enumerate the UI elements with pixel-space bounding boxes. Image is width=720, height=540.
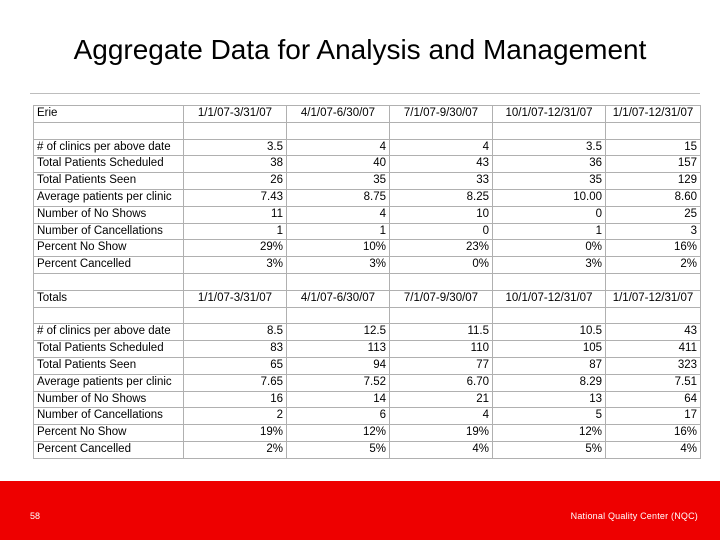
blank-row [34,273,701,290]
table-cell: 113 [287,341,390,358]
table-cell: 65 [184,357,287,374]
row-label: Total Patients Seen [34,357,184,374]
table-cell: 8.25 [390,189,493,206]
footer-bar [0,481,720,540]
table-cell: 4 [287,206,390,223]
table-row [34,374,701,391]
table-row [34,425,701,442]
table-row [34,408,701,425]
erie-section-label: Erie [34,106,184,123]
table-row [34,240,701,257]
table-cell: 33 [390,173,493,190]
table-cell: 1 [184,223,287,240]
table-cell: 4 [390,408,493,425]
table-row [34,189,701,206]
table-row [34,257,701,274]
table-cell: 129 [606,173,701,190]
column-header: 4/1/07-6/30/07 [287,106,390,123]
row-label: Number of No Shows [34,391,184,408]
table-cell: 110 [390,341,493,358]
blank-cell [493,307,606,324]
table-cell: 16 [184,391,287,408]
erie-header-row [34,106,701,123]
row-label: Percent No Show [34,425,184,442]
table-cell: 2 [184,408,287,425]
table-cell: 5% [493,441,606,458]
row-label: Average patients per clinic [34,374,184,391]
table-cell: 19% [390,425,493,442]
organization-name: National Quality Center (NQC) [570,511,698,521]
table-cell: 3 [606,223,701,240]
slide-title: Aggregate Data for Analysis and Management [73,34,647,65]
row-label: Total Patients Scheduled [34,341,184,358]
table-cell: 4% [606,441,701,458]
blank-cell [287,122,390,139]
column-header: 10/1/07-12/31/07 [493,290,606,307]
row-label: Total Patients Scheduled [34,156,184,173]
table-cell: 5% [287,441,390,458]
table-cell: 11.5 [390,324,493,341]
table-cell: 4 [287,139,390,156]
totals-section-label: Totals [34,290,184,307]
row-label: # of clinics per above date [34,139,184,156]
table-cell: 16% [606,240,701,257]
column-header: 4/1/07-6/30/07 [287,290,390,307]
blank-cell [184,307,287,324]
table-row [34,441,701,458]
table-cell: 26 [184,173,287,190]
row-label: Percent Cancelled [34,441,184,458]
table-row [34,357,701,374]
table-row [34,156,701,173]
table-cell: 3% [493,257,606,274]
table-row [34,173,701,190]
table-cell: 35 [287,173,390,190]
blank-cell [184,122,287,139]
table-cell: 3% [287,257,390,274]
column-header: 1/1/07-12/31/07 [606,106,701,123]
table-row [34,341,701,358]
blank-cell [390,273,493,290]
blank-cell [287,307,390,324]
row-label: Number of Cancellations [34,408,184,425]
blank-row [34,122,701,139]
table-cell: 87 [493,357,606,374]
row-label: Total Patients Seen [34,173,184,190]
table-cell: 36 [493,156,606,173]
blank-cell [34,122,184,139]
column-header: 1/1/07-12/31/07 [606,290,701,307]
blank-cell [184,273,287,290]
table-cell: 29% [184,240,287,257]
blank-cell [606,273,701,290]
table-cell: 6 [287,408,390,425]
table-cell: 3.5 [184,139,287,156]
table-row [34,324,701,341]
table-cell: 43 [606,324,701,341]
table-cell: 2% [606,257,701,274]
blank-cell [493,273,606,290]
table-cell: 11 [184,206,287,223]
table-cell: 411 [606,341,701,358]
table-cell: 13 [493,391,606,408]
table-cell: 25 [606,206,701,223]
table-cell: 35 [493,173,606,190]
column-header: 1/1/07-3/31/07 [184,106,287,123]
blank-cell [493,122,606,139]
table-cell: 12% [287,425,390,442]
table-cell: 16% [606,425,701,442]
blank-cell [606,307,701,324]
row-label: Number of No Shows [34,206,184,223]
table-cell: 17 [606,408,701,425]
table-cell: 6.70 [390,374,493,391]
table-cell: 0 [390,223,493,240]
table-row [34,391,701,408]
blank-cell [390,307,493,324]
table-cell: 7.65 [184,374,287,391]
table-cell: 10 [390,206,493,223]
blank-cell [287,273,390,290]
table-cell: 323 [606,357,701,374]
blank-cell [34,273,184,290]
table-cell: 5 [493,408,606,425]
column-header: 10/1/07-12/31/07 [493,106,606,123]
table-cell: 12.5 [287,324,390,341]
table-row [34,206,701,223]
table-cell: 64 [606,391,701,408]
table-cell: 10% [287,240,390,257]
table-cell: 40 [287,156,390,173]
table-cell: 15 [606,139,701,156]
table-row [34,223,701,240]
table-cell: 3% [184,257,287,274]
row-label: Percent Cancelled [34,257,184,274]
table-cell: 83 [184,341,287,358]
blank-cell [606,122,701,139]
table-cell: 19% [184,425,287,442]
table-cell: 4 [390,139,493,156]
table-cell: 8.75 [287,189,390,206]
table-cell: 7.51 [606,374,701,391]
table-cell: 2% [184,441,287,458]
blank-cell [34,307,184,324]
table-cell: 0 [493,206,606,223]
table-row [34,139,701,156]
table-cell: 3.5 [493,139,606,156]
table-cell: 105 [493,341,606,358]
totals-header-row [34,290,701,307]
table-cell: 7.52 [287,374,390,391]
row-label: Percent No Show [34,240,184,257]
table-cell: 0% [493,240,606,257]
table-cell: 4% [390,441,493,458]
table-cell: 7.43 [184,189,287,206]
row-label: # of clinics per above date [34,324,184,341]
table-cell: 8.60 [606,189,701,206]
table-cell: 1 [287,223,390,240]
page-number: 58 [30,511,41,521]
blank-cell [390,122,493,139]
table-cell: 157 [606,156,701,173]
column-header: 7/1/07-9/30/07 [390,290,493,307]
table-cell: 1 [493,223,606,240]
table-cell: 8.29 [493,374,606,391]
table-cell: 10.5 [493,324,606,341]
table-cell: 77 [390,357,493,374]
table-cell: 21 [390,391,493,408]
table-cell: 8.5 [184,324,287,341]
table-cell: 43 [390,156,493,173]
table-cell: 0% [390,257,493,274]
column-header: 7/1/07-9/30/07 [390,106,493,123]
table-cell: 10.00 [493,189,606,206]
column-header: 1/1/07-3/31/07 [184,290,287,307]
table-cell: 94 [287,357,390,374]
title-divider [30,93,700,94]
table-cell: 14 [287,391,390,408]
table-cell: 12% [493,425,606,442]
aggregate-data-table [33,105,701,459]
table-cell: 38 [184,156,287,173]
row-label: Average patients per clinic [34,189,184,206]
blank-row [34,307,701,324]
table-cell: 23% [390,240,493,257]
row-label: Number of Cancellations [34,223,184,240]
